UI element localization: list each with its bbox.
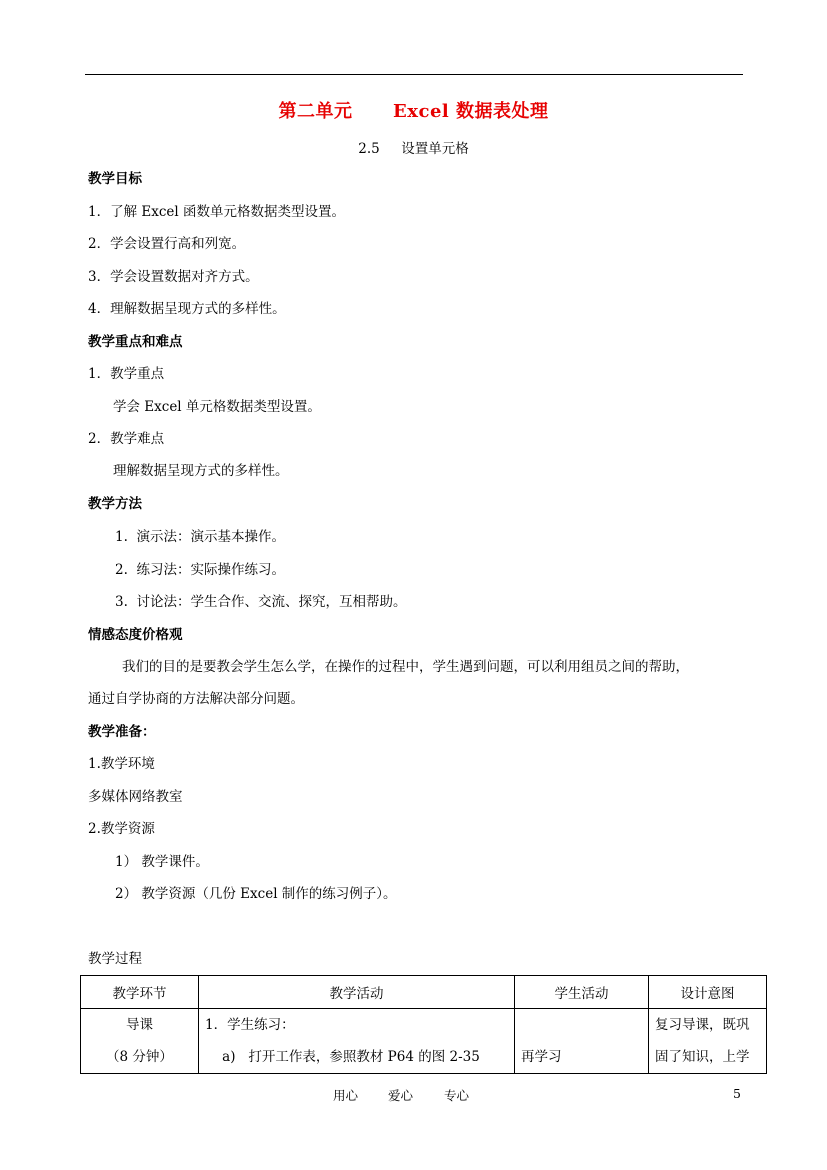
cell-line: 复习导课，既巩 [655,1017,750,1033]
cell-line: （8 分钟） [106,1049,173,1065]
section-subtitle: 2.5 设置单元格 [358,141,469,157]
difficulty-label: 2．教学难点 [88,431,165,447]
prep-heading: 教学准备： [88,724,156,740]
res-label: 2.教学资源 [88,821,155,837]
table-row [81,1009,767,1074]
env-text: 多媒体网络教室 [88,789,183,805]
goal-item: 1．了解 Excel 函数单元格数据类型设置。 [88,204,346,220]
key-point-text: 学会 Excel 单元格数据类型设置。 [113,399,321,415]
footer-word: 爱心 [388,1088,414,1103]
process-table [80,975,767,1074]
table-header-cell: 教学活动 [199,976,515,1009]
method-item: 2. 练习法：实际操作练习。 [115,562,285,578]
footer-word: 用心 [333,1088,359,1103]
table-header-cell: 教学环节 [81,976,199,1009]
process-label: 教学过程 [88,951,142,967]
footer-word: 专心 [444,1088,470,1103]
res-item: 2） 教学资源（几份 Excel 制作的练习例子）。 [115,886,397,902]
cell-line: 1．学生练习： [205,1017,295,1033]
goal-item: 3．学会设置数据对齐方式。 [88,269,259,285]
res-item: 1） 教学课件。 [115,854,209,870]
page-title: 第二单元 Excel 数据表处理 [278,101,549,122]
cell-line: a) 打开工作表，参照教材 P64 的图 2-35 [205,1049,480,1065]
cell-line: 再学习 [521,1049,562,1065]
table-header-cell: 设计意图 [649,976,767,1009]
attitude-paragraph-line: 我们的目的是要教会学生怎么学，在操作的过程中，学生遇到问题，可以利用组员之间的帮助， [122,659,689,675]
attitude-paragraph-line: 通过自学协商的方法解决部分问题。 [88,691,304,707]
cell-line: 固了知识，上学 [655,1049,750,1065]
env-label: 1.教学环境 [88,756,155,772]
header-rule [85,74,743,75]
attitude-heading: 情感态度价格观 [88,627,183,643]
cell-line: 导课 [126,1017,153,1033]
table-cell [515,1009,649,1074]
goal-item: 2．学会设置行高和列宽。 [88,236,246,252]
key-point-label: 1．教学重点 [88,366,165,382]
goals-heading: 教学目标 [88,171,142,187]
cell-line [521,1009,648,1041]
page-number: 5 [733,1086,741,1101]
table-header-row [81,976,767,1009]
method-item: 3. 讨论法：学生合作、交流、探究，互相帮助。 [115,594,407,610]
goal-item: 4．理解数据呈现方式的多样性。 [88,301,286,317]
method-heading: 教学方法 [88,496,142,512]
table-cell [199,1009,515,1074]
table-cell [81,1009,199,1074]
table-header-cell: 学生活动 [515,976,649,1009]
method-item: 1. 演示法：演示基本操作。 [115,529,285,545]
difficulty-text: 理解数据呈现方式的多样性。 [113,463,289,479]
table-cell [649,1009,767,1074]
key-heading: 教学重点和难点 [88,334,183,350]
